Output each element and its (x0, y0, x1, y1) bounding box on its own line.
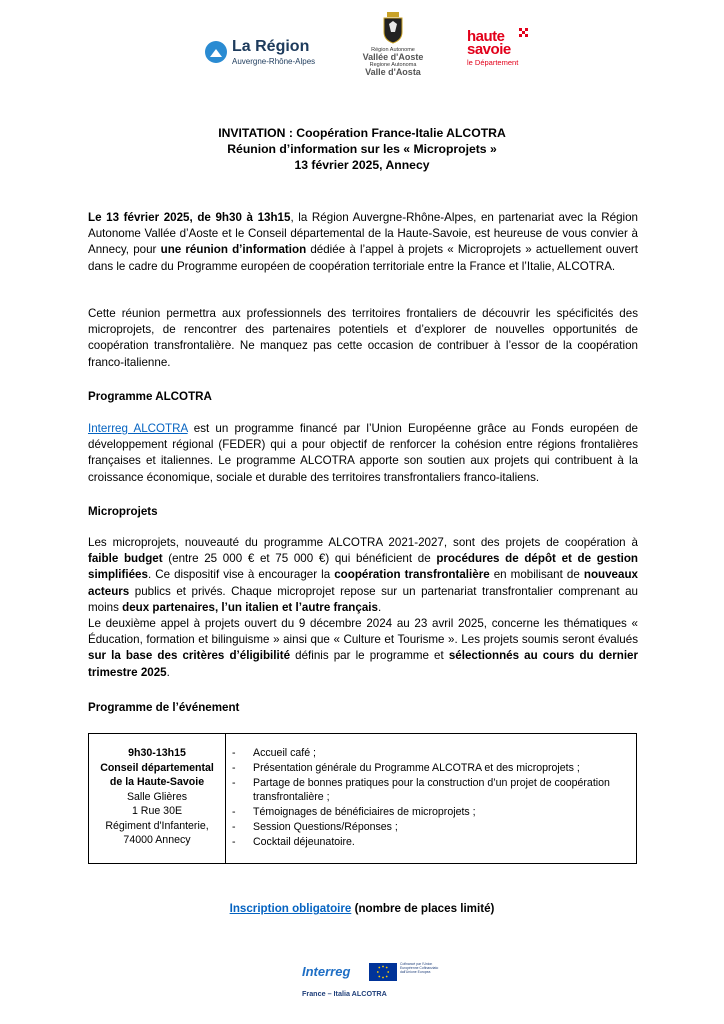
event-address3: 74000 Annecy (123, 834, 191, 846)
microprojets-paragraph (88, 535, 638, 681)
header-line1: INVITATION : Coopération France-Italie ALCOTRA (218, 126, 506, 140)
event-address1: 1 Rue 30E (131, 805, 183, 817)
intro-paragraph (88, 210, 638, 275)
invitation-header (88, 125, 636, 173)
event-venue-cell (89, 734, 226, 863)
micro-bold: procédures de dépôt et de gestion simplifiées (88, 552, 638, 582)
event-time: 9h30-13h15 (128, 747, 186, 759)
event-venue-line2: de la Haute-Savoie (109, 776, 205, 788)
micro-bold: faible budget (88, 552, 163, 566)
agenda-item: - Partage de bonnes pratiques pour la construction d’un projet de coopération transfrontalière ; (229, 776, 629, 806)
event-heading: Programme de l’événement (88, 701, 240, 714)
header-line3: 13 février 2025, Annecy (294, 158, 430, 172)
region-aura-logo (205, 38, 315, 72)
mountain-icon (205, 41, 227, 63)
alcotra-paragraph (88, 421, 638, 486)
event-agenda-cell (229, 746, 629, 850)
micro-text: définis par le programme et (290, 649, 449, 663)
agenda-item: - Présentation générale du Programme ALCOTRA et des microprojets ; (229, 761, 629, 776)
intro-meeting: une réunion d’information (160, 243, 307, 257)
vda-line2: Vallée d'Aoste (362, 52, 424, 62)
haute-savoie-logo (467, 28, 537, 72)
hs-line1: haute (467, 28, 505, 45)
interreg-subtitle: France – Italia ALCOTRA (302, 989, 387, 998)
interreg-alcotra-link[interactable]: Interreg ALCOTRA (88, 422, 188, 435)
inscription-line (88, 902, 636, 915)
eu-flag-icon (369, 963, 397, 981)
inscription-link[interactable]: Inscription obligatoire (229, 902, 352, 915)
micro-text: . (377, 600, 382, 614)
intro-text2: dédiée à l’appel à projets « Microprojets » actuellement ouvert dans le cadre du Programme européen de coopération territoriale entre la France et l’Italie, ALCOTRA. (88, 243, 638, 273)
event-room: Salle Glières (126, 790, 188, 803)
micro-text: (entre 25 000 € et 75 000 €) qui bénéficient de (162, 552, 437, 566)
interreg-logo (302, 961, 442, 1001)
micro-text: . Ce dispositif vise à encourager la (147, 568, 335, 582)
checker-icon (519, 28, 529, 38)
micro-text: Le deuxième appel à projets ouvert du 9 décembre 2024 au 23 avril 2025, concerne les thématiques « Éducation, formation et bilinguisme » ainsi que « Culture et Tourisme ». Les projets soumis seront évalués (88, 617, 638, 647)
header-line2: Réunion d’information sur les « Microprojets » (227, 142, 497, 156)
agenda-item: - Session Questions/Réponses ; (229, 820, 629, 835)
micro-text: Les microprojets, nouveauté du programme ALCOTRA 2021-2027, sont des projets de coopération à (88, 536, 638, 549)
microprojets-heading: Microprojets (88, 505, 158, 518)
vda-line1: Région Autonome (371, 47, 415, 53)
alcotra-text: est un programme financé par l’Union Européenne grâce au Fonds européen de développement régional (FEDER) qui a pour objectif de renforcer la cohésion entre régions frontalières françaises et italiennes. Le programme ALCOTRA apporte son soutien aux projets qui contribuent à la croissance économique, sociale et durable des territoires transfrontaliers franco-italiens. (88, 422, 638, 484)
agenda-item: - Témoignages de bénéficiaires de microprojets ; (229, 805, 629, 820)
event-venue-line1: Conseil départemental (100, 761, 214, 774)
hs-line3: le Département (467, 58, 519, 67)
crest-icon (381, 12, 405, 44)
agenda-list (229, 746, 629, 850)
intro-text1: , la Région Auvergne-Rhône-Alpes, en partenariat avec la Région Autonome Vallée d’Aoste et le Conseil départemental de la Haute-Savoie, est heureuse de vous convier à Annecy, pour (88, 211, 638, 257)
event-address2: Régiment d'Infanterie, (105, 819, 209, 832)
inscription-note: (nombre de places limité) (351, 902, 495, 915)
hs-line2: savoie (467, 41, 511, 58)
micro-text: . (166, 665, 170, 679)
micro-bold: nouveaux acteurs (88, 568, 638, 598)
vda-line3: Regione Autonoma (369, 62, 417, 68)
alcotra-heading: Programme ALCOTRA (88, 390, 212, 403)
micro-text: en mobilisant de (489, 568, 584, 582)
intro-date: Le 13 février 2025, de 9h30 à 13h15 (88, 211, 291, 224)
aura-logo-title: La Région (232, 38, 310, 55)
micro-bold: deux partenaires, l’un italien et l’autre français (122, 600, 378, 614)
micro-bold: sur la base des critères d’éligibilité (88, 649, 291, 663)
micro-text: publics et privés. Chaque microprojet repose sur un partenariat transfrontalier comprenant au moins (88, 584, 638, 614)
agenda-item: - Cocktail déjeunatoire. (229, 835, 629, 850)
aura-logo-subtitle: Auvergne-Rhône-Alpes (232, 57, 316, 66)
objective-paragraph: Cette réunion permettra aux professionnels des territoires frontaliers de découvrir les spécificités des microprojets, de rencontrer des partenaires potentiels et d’explorer de nouvelles opportunités de coopération transfrontalière. Ne manquez pas cette occasion de contribuer à l’essor de la coopération franco-italienne. (88, 307, 638, 369)
event-table (88, 733, 637, 864)
micro-bold: sélectionnés au cours du dernier trimestre 2025 (88, 649, 638, 679)
vallee-aoste-logo (358, 12, 428, 82)
vda-line4: Valle d'Aosta (365, 67, 421, 77)
eu-cofinance-text: Cofinancé par l'Union Européenne Cofinanziato dall'Unione Europea (400, 962, 439, 975)
micro-bold: coopération transfrontalière (334, 568, 490, 582)
interreg-wordmark: Interreg (302, 964, 351, 979)
agenda-item: - Accueil café ; (229, 746, 629, 761)
